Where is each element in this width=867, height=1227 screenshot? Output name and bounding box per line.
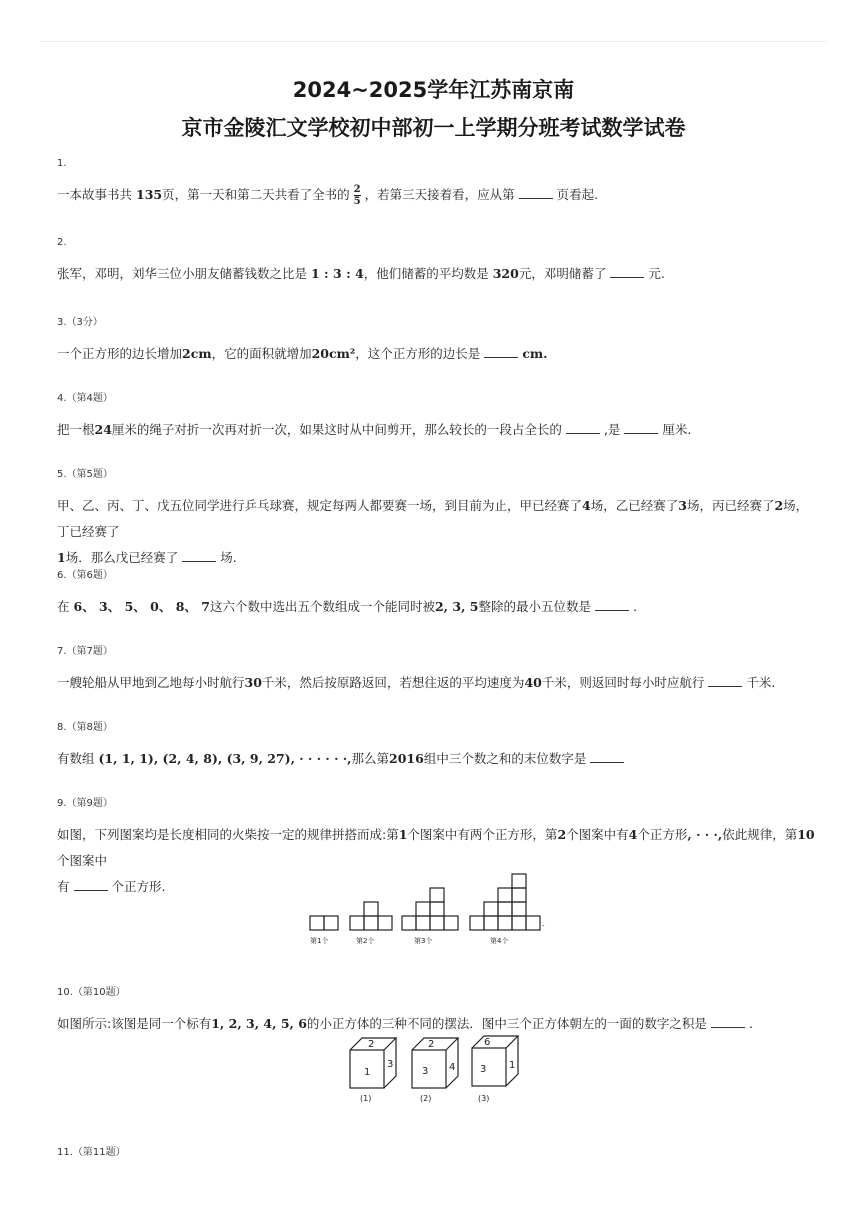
matchstick-pattern-figure: [300, 870, 560, 950]
answer-blank[interactable]: [595, 598, 629, 611]
question-3: [57, 313, 817, 367]
square: [324, 916, 338, 930]
question-6: [57, 566, 817, 620]
question-number: 11.（第11题）: [57, 1147, 126, 1158]
square: [364, 916, 378, 930]
question-text: 如图所示:该图是同一个标有1, 2, 3, 4, 5, 6的小正方体的三种不同的摆法．图中三个正方体朝左的一面的数字之积是 .: [57, 1016, 753, 1031]
cube1-front: 1: [364, 1067, 371, 1078]
question-text: 有数组 (1, 1, 1), (2, 4, 8), (3, 9, 27), · · · · · ·,那么第2016组中三个数之和的末位数字是: [57, 746, 817, 772]
cube3-right: 1: [509, 1060, 516, 1071]
pattern-label: 第1个: [310, 937, 329, 945]
answer-blank[interactable]: [566, 421, 600, 434]
page-title-line2: 京市金陵汇文学校初中部初一上学期分班考试数学试卷: [181, 116, 686, 140]
question-number: 2.: [57, 237, 67, 248]
cube1-top: 2: [368, 1039, 375, 1050]
answer-blank[interactable]: [708, 674, 742, 687]
square: [350, 916, 364, 930]
cube2-top: 2: [428, 1039, 435, 1050]
pattern-label: 第3个: [414, 937, 433, 945]
square: [378, 916, 392, 930]
question-number: 8.（第8题）: [57, 722, 113, 733]
answer-blank[interactable]: [484, 345, 518, 358]
svg-text:-: -: [542, 922, 545, 930]
cube3-top: 6: [484, 1037, 491, 1048]
question-text: 一艘轮船从甲地到乙地每小时航行30千米，然后按原路返回，若想往返的平均速度为40千米，则返回时每小时应航行 千米.: [57, 675, 776, 690]
question-5: [57, 465, 817, 571]
question-10: [57, 983, 817, 1037]
question-number: 5.（第5题）: [57, 469, 113, 480]
fraction: $\frac{2}{5}$: [353, 184, 361, 207]
answer-blank[interactable]: [711, 1015, 745, 1028]
question-number: 3.（3分）: [57, 317, 103, 328]
cube2-right: 4: [449, 1062, 456, 1073]
question-text: 如图，下列图案均是长度相同的火柴按一定的规律拼搭而成:第1个图案中有两个正方形，第2个图案中有4个正方形, · · ·,依此规律，第10个图案中 有 个正方形.: [57, 827, 815, 894]
answer-blank[interactable]: [74, 878, 108, 891]
question-text: 把一根24厘米的绳子对折一次再对折一次，如果这时从中间剪开，那么较长的一段占全长的 ,是 厘米.: [57, 422, 692, 437]
question-1: [57, 158, 817, 208]
page-title-line1: 2024~2025学年江苏南京南: [292, 78, 575, 102]
question-text: 甲、乙、丙、丁、戊五位同学进行乒乓球赛，规定每两人都要赛一场，到目前为止，甲已经赛了4场，乙已经赛了3场，丙已经赛了2场，丁已经赛了 1场．那么戊已经赛了 场.: [57, 498, 809, 565]
top-divider: [40, 41, 827, 42]
cube2-front: 3: [422, 1066, 429, 1077]
answer-blank[interactable]: [182, 549, 216, 562]
answer-blank[interactable]: [519, 186, 553, 199]
question-11: [57, 1143, 817, 1158]
answer-blank[interactable]: [610, 265, 644, 278]
question-number: 1.: [57, 158, 67, 169]
cubes-figure: [340, 1030, 540, 1106]
pattern-label: 第2个: [356, 937, 375, 945]
answer-blank[interactable]: [624, 421, 658, 434]
pattern-label: 第4个: [490, 937, 509, 945]
question-text: 张军，邓明，刘华三位小朋友储蓄钱数之比是 1 : 3 : 4，他们储蓄的平均数是 320元，邓明储蓄了 元.: [57, 266, 665, 281]
question-2: [57, 237, 817, 287]
question-text: 一个正方形的边长增加2cm，它的面积就增加20cm²，这个正方形的边长是 cm.: [57, 346, 548, 361]
square: [364, 902, 378, 916]
question-number: 10.（第10题）: [57, 987, 126, 998]
question-number: 6.（第6题）: [57, 570, 113, 581]
cube1-label: (1): [360, 1094, 372, 1103]
question-8: [57, 718, 817, 772]
question-text: 一本故事书共 135页，第一天和第二天共看了全书的 $\frac{2}{5}$ ，若第三天接着看，应从第 页看起.: [57, 184, 599, 207]
question-4: [57, 389, 817, 443]
question-text: 在 6、 3、 5、 0、 8、 7这六个数中选出五个数组成一个能同时被2, 3, 5整除的最小五位数是 .: [57, 599, 637, 614]
question-number: 9.（第9题）: [57, 798, 113, 809]
answer-blank[interactable]: [590, 750, 624, 763]
cube2-label: (2): [420, 1094, 432, 1103]
cube3-label: (3): [478, 1094, 490, 1103]
question-number: 4.（第4题）: [57, 393, 113, 404]
cube3-front: 3: [480, 1064, 487, 1075]
question-number: 7.（第7题）: [57, 646, 113, 657]
cube1-right: 3: [387, 1059, 394, 1070]
square: [310, 916, 324, 930]
question-7: [57, 642, 817, 696]
